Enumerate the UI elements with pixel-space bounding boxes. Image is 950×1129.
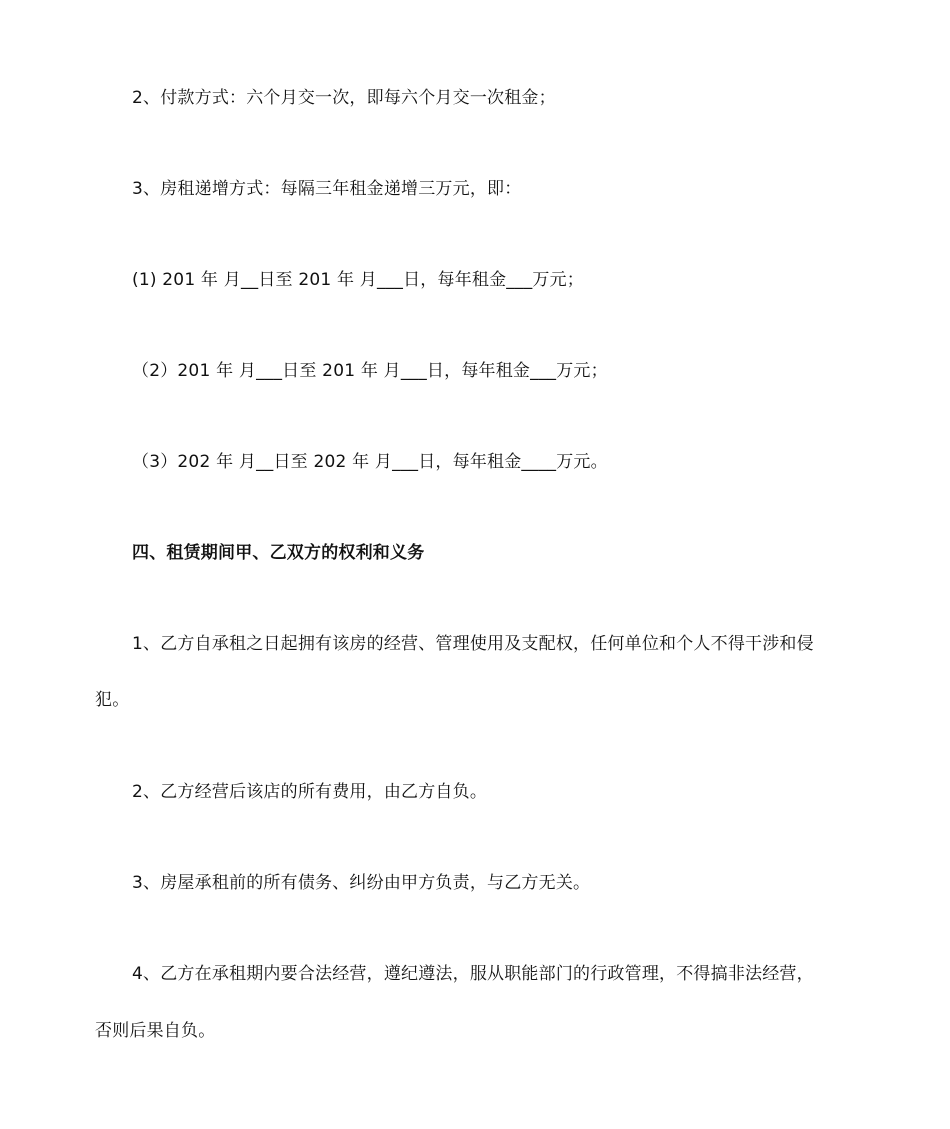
rent-period-1: (1) 201 年 月__日至 201 年 月___日，每年租金___万元； [132, 270, 584, 290]
clause-legal-operation-continued: 否则后果自负。 [95, 1021, 216, 1041]
clause-legal-operation: 4、乙方在承租期内要合法经营，遵纪遵法，服从职能部门的行政管理，不得搞非法经营， [132, 964, 814, 984]
clause-rent-increase: 3、房租递增方式：每隔三年租金递增三万元，即： [132, 179, 522, 199]
clause-expenses: 2、乙方经营后该店的所有费用，由乙方自负。 [132, 782, 488, 802]
rent-period-3: （3）202 年 月__日至 202 年 月___日，每年租金____万元。 [132, 452, 608, 472]
clause-operating-rights-continued: 犯。 [95, 690, 130, 710]
rent-period-2: （2）201 年 月___日至 201 年 月___日，每年租金___万元； [132, 361, 608, 381]
clause-prior-debts: 3、房屋承租前的所有债务、纠纷由甲方负责，与乙方无关。 [132, 873, 591, 893]
clause-payment-method: 2、付款方式：六个月交一次，即每六个月交一次租金； [132, 88, 556, 108]
clause-operating-rights: 1、乙方自承租之日起拥有该房的经营、管理使用及支配权，任何单位和个人不得干涉和侵 [132, 634, 814, 654]
section-heading-rights-obligations: 四、租赁期间甲、乙双方的权利和义务 [132, 543, 425, 563]
